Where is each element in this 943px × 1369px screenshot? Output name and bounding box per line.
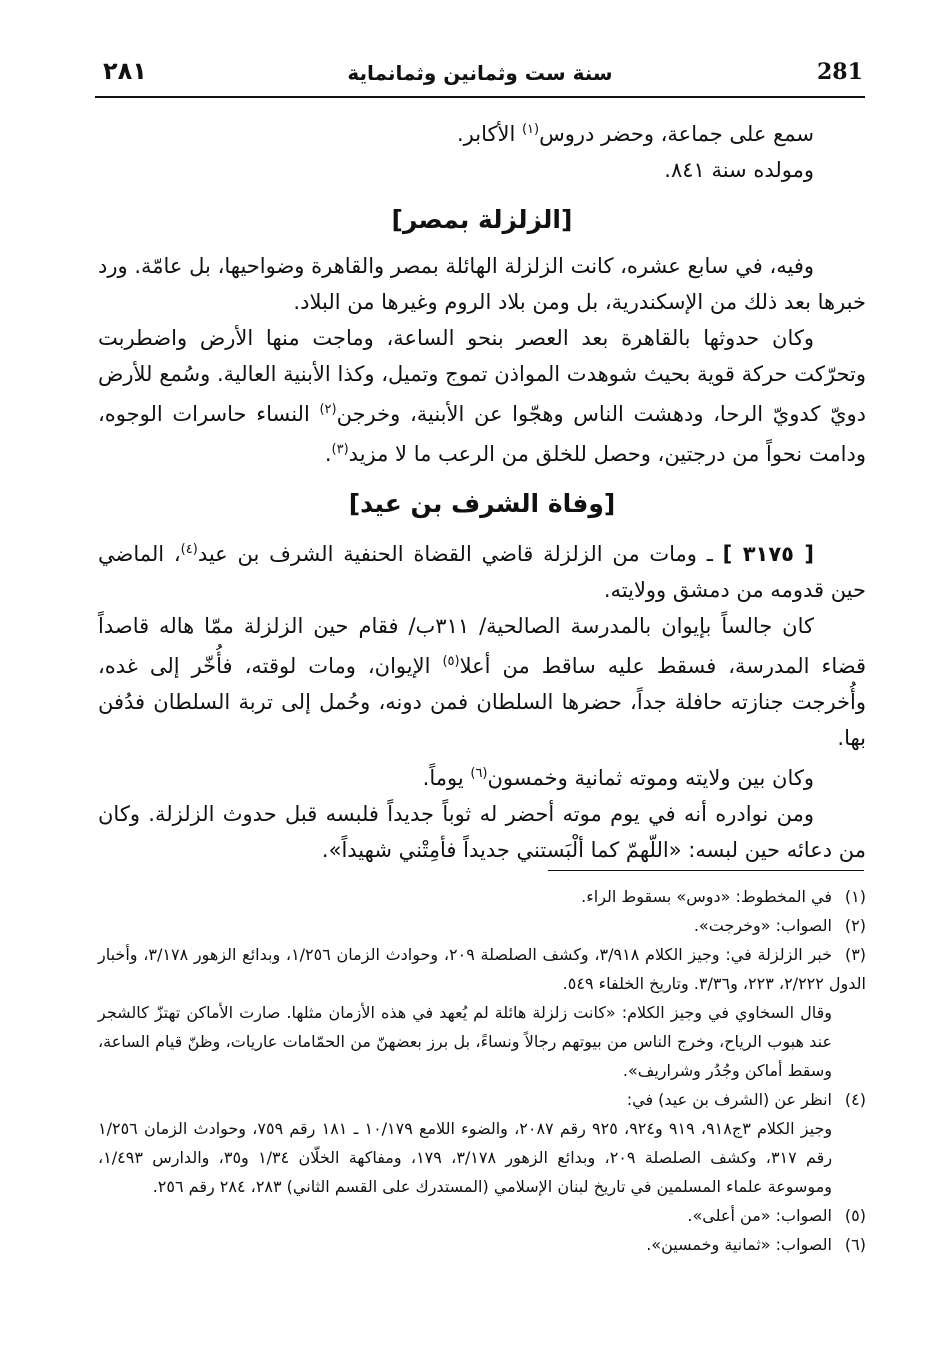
footnote-ref-2: (٢) (319, 402, 337, 417)
footnotes (98, 882, 866, 1259)
paragraph-8: ومن نوادره أنه في يوم موته أحضر له ثوباً جديداً فلبسه قبل حدوث الزلزلة. وكان من دعائه حين لبسه: «اللّهمّ كما ألْبَستني جديداً فأمِتْني شهيداً». (98, 802, 866, 862)
footnote-rule (548, 870, 864, 871)
footnote: (٤)انظر عن (الشرف بن عيد) في: (626, 1090, 866, 1109)
footnote-ref-5: (٥) (442, 654, 460, 669)
paragraph-2: ومولده سنة ٨٤١. (664, 158, 814, 182)
paragraph-3: وفيه، في سابع عشره، كانت الزلزلة الهائلة بمصر والقاهرة وضواحيها، بل عامّة. ورد خبرها بعد ذلك من الإسكندرية، بل ومن بلاد الروم وغيرها من البلاد. (98, 254, 866, 314)
paragraph-1: سمع على جماعة، وحضر دروس$^{(١)}$ الأكابر. (456, 122, 814, 146)
paragraph-5: [ ٣١٧٥ ] ـ ومات من الزلزلة قاضي القضاة الحنفية الشرف بن عيد$^{(٤)}$، الماضي حين قدومه من دمشق وولايته. (98, 542, 866, 602)
footnote: (٣)خبر الزلزلة في: وجيز الكلام ٣/٩١٨، وكشف الصلصلة ٢٠٩، وحوادث الزمان ١/٢٥٦، وبدائع الزهور ٣/١٧٨، وأخبار الدول ٢/٢٢٢، ٢٢٣، و٣/٣٦. وتاريخ الخلفاء ٥٤٩. (98, 945, 867, 993)
footnote-continuation: وجيز الكلام ٣ج٩١٨، ٩١٩ و٩٢٤، ٩٢٥ رقم ٢٠٨٧، والضوء اللامع ١٠/١٧٩ ـ ١٨١ رقم ٧٥٩، وحوادث الزمان ١/٢٥٦ رقم ٣١٧، وكشف الصلصلة ٢٠٩، وبدائع الزهور ٣/١٧٨، ١٧٩، ومفاكهة الخلّان ١/٣٤ و٣٥، والدارس ١/٤٩٣، وموسوعة علماء المسلمين في تاريخ لبنان الإسلامي (المستدرك على القسم الثاني) ٢٨٣، ٢٨٤ رقم ٢٥٦. (98, 1119, 833, 1196)
footnote-ref-4: (٤) (180, 542, 198, 557)
page-number-arabic: ٢٨١ (103, 57, 147, 85)
paragraph-7: وكان بين ولايته وموته ثمانية وخمسون$^{(٦)}$ يوماً. (422, 766, 814, 790)
paragraph-6: كان جالساً بإيوان بالمدرسة الصالحية/ ٣١١ب/ فقام حين الزلزلة ممّا هاله قاصداً قضاء المدرسة، فسقط عليه ساقط من أعلا$^{(٥)}$ الإيوان، ومات لوقته، فأُخّر إلى غده، وأُخرجت جنازته حافلة جداً، حضرها السلطان فمن دونه، وحُمل إلى تربة السلطان فدُفن بها. (98, 614, 866, 750)
footnote-ref-1: (١) (521, 122, 540, 137)
footnote: (٥)الصواب: «من أعلى». (687, 1206, 866, 1225)
running-title: سنة ست وثمانين وثمانماية (347, 61, 613, 85)
footnote: (٦)الصواب: «ثمانية وخمسين». (646, 1235, 866, 1254)
page-header (95, 55, 865, 97)
footnote: (١)في المخطوط: «دوس» بسقوط الراء. (581, 887, 866, 906)
footnote: (٢)الصواب: «وخرجت». (693, 916, 866, 935)
main-text (98, 112, 866, 868)
footnote-ref-6: (٦) (470, 766, 488, 781)
page-number-latin: 281 (817, 59, 863, 85)
header-rule (95, 96, 865, 98)
section-heading-earthquake: [الزلزلة بمصر] (391, 205, 573, 234)
paragraph-4: وكان حدوثها بالقاهرة بعد العصر بنحو الساعة، وماجت منها الأرض واضطربت وتحرّكت حركة قوية بحيث شوهدت المواذن تموج وتميل، وكذا الأبنية العالية. وسُمع للأرض دويّ كدويّ الرحا، ودهشت الناس وهجّوا عن الأبنية، وخرجن$^{(٢)}$ النساء حاسرات الوجوه، ودامت نحواً من درجتين، وحصل للخلق من الرعب ما لا مزيد$^{(٣)}$. (98, 326, 866, 466)
section-heading-death: [وفاة الشرف بن عيد] (348, 489, 616, 518)
footnote-continuation: وقال السخاوي في وجيز الكلام: «كانت زلزلة هائلة لم يُعهد في هذه الأزمان مثلها. صارت الأماكن تهتزّ كالشجر عند هبوب الرياح، وخرج الناس من بيوتهم رجالاً ونساءً، بل برز بعضهنّ من الحمّامات عاريات، وظنّ قيام الساعة، وسقط أماكن وجُدُر وشراريف». (98, 1003, 832, 1080)
entry-number: [ ٣١٧٥ ] (722, 542, 814, 566)
footnote-ref-3: (٣) (331, 442, 349, 457)
